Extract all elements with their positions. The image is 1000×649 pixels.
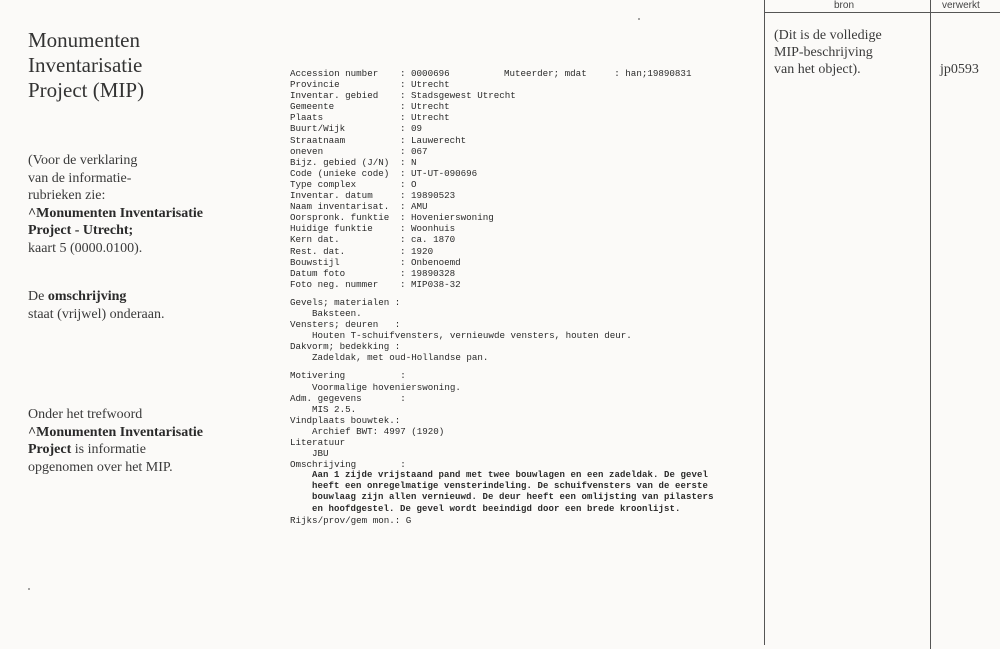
record-body <box>290 68 750 526</box>
field-value: : UT-UT-090696 <box>400 167 478 179</box>
header-rule <box>764 12 1000 13</box>
scan-speck <box>28 588 30 590</box>
record-field <box>290 68 750 79</box>
field-label: Naam inventarisat. <box>290 201 390 213</box>
section-value: Houten T-schuifvensters, vernieuwde vensters, houten deur. <box>312 330 632 342</box>
field-value: : Hovenierswoning <box>400 212 494 224</box>
keyword-link[interactable]: ^Monumenten Inventarisatie <box>28 424 203 440</box>
field-value: : Lauwerecht <box>400 134 467 146</box>
record-field <box>290 268 750 279</box>
field-label: Rest. dat. <box>290 245 346 257</box>
field-label: Straatnaam <box>290 134 346 146</box>
field-value: : 067 <box>400 145 428 157</box>
record-field <box>290 279 750 290</box>
info-note: (Voor de verklaring van de informatie- rubrieken zie: ^Monumenten Inventarisatie Project - Utrecht; kaart 5 (0000.0100). <box>28 153 203 256</box>
scan-speck <box>638 18 640 20</box>
record-field <box>290 90 750 101</box>
field-label: Oorspronk. funktie <box>290 212 390 224</box>
omschrijving-label: Omschrijving : <box>290 459 406 471</box>
field-value: : 09 <box>400 123 423 135</box>
field-label: Kern dat. <box>290 234 340 246</box>
section-label: Gevels; materialen : <box>290 296 401 308</box>
record-sections <box>290 297 750 364</box>
record-field <box>290 179 750 190</box>
keyword-note: Onder het trefwoord ^Monumenten Inventarisatie Project is informatie opgenomen over het MIP. <box>28 407 203 475</box>
field-value: : Stadsgewest Utrecht <box>400 90 516 102</box>
page-title <box>28 28 144 103</box>
record-field <box>290 112 750 123</box>
record-field <box>290 123 750 134</box>
verwerkt-code: jp0593 <box>940 62 979 77</box>
field-label: Bouwstijl <box>290 256 340 268</box>
field-label: Inventar. datum <box>290 190 373 202</box>
record-sections <box>290 370 750 459</box>
keyword-link[interactable]: Project <box>28 442 72 457</box>
field-value: : 0000696 <box>400 68 450 79</box>
section-value: Baksteen. <box>312 307 362 319</box>
field-label: Foto neg. nummer <box>290 278 379 290</box>
field-label: Huidige funktie <box>290 223 373 235</box>
field-value: : ca. 1870 <box>400 234 456 246</box>
field-value: : 19890523 <box>400 190 456 202</box>
record-fields <box>290 68 750 290</box>
description-note: De omschrijving staat (vrijwel) onderaan. <box>28 289 165 322</box>
field-value: : Onbenoemd <box>400 256 461 268</box>
field-label: oneven <box>290 145 324 157</box>
section-value: Zadeldak, met oud-Hollandse pan. <box>312 352 489 364</box>
field-label: Gemeente <box>290 101 335 113</box>
reference-link[interactable]: ^Monumenten Inventarisatie <box>28 205 203 221</box>
field-value: : MIP038-32 <box>400 278 461 290</box>
record-field <box>290 135 750 146</box>
description-line: heeft een onregelmatige vensterindeling. De schuifvensters van de eerste <box>312 481 709 492</box>
field-label: Datum foto <box>290 267 346 279</box>
column-divider <box>764 0 765 645</box>
record-field <box>290 168 750 179</box>
record-field <box>290 234 750 245</box>
field-label: Buurt/Wijk <box>290 123 346 135</box>
title-line: Monumenten <box>28 28 140 52</box>
field-value: : Woonhuis <box>400 223 456 235</box>
section-label: Vensters; deuren : <box>290 319 401 331</box>
field-label: Type complex <box>290 178 357 190</box>
field-label: Code (unieke code) <box>290 167 390 179</box>
record-field <box>290 190 750 201</box>
field-value: : Utrecht <box>400 101 450 113</box>
section-value: Voormalige hovenierswoning. <box>312 381 461 393</box>
field-label: Provincie <box>290 79 340 91</box>
reference-link[interactable]: Project - Utrecht; <box>28 223 134 238</box>
field-value: : N <box>400 156 417 168</box>
column-header-verwerkt: verwerkt <box>942 0 980 11</box>
record-field <box>290 246 750 257</box>
bron-text: (Dit is de volledige MIP-beschrijving van het object). <box>774 28 882 77</box>
record-field <box>290 146 750 157</box>
field-label: Plaats <box>290 112 324 124</box>
section-label: Dakvorm; bedekking : <box>290 341 401 353</box>
section-label: Vindplaats bouwtek.: <box>290 414 401 426</box>
column-divider <box>930 0 931 649</box>
record-field <box>290 101 750 112</box>
record-field <box>290 212 750 223</box>
section-label: Literatuur <box>290 437 346 448</box>
record-field <box>290 223 750 234</box>
section-value: JBU <box>312 448 329 460</box>
omschrijving-text <box>290 470 750 514</box>
section-value: MIS 2.5. <box>312 403 357 415</box>
description-line: Aan 1 zijde vrijstaand pand met twee bouwlagen en een zadeldak. De gevel <box>312 470 709 481</box>
record-field <box>290 201 750 212</box>
field-value: : Utrecht <box>400 112 450 124</box>
field-value: : 19890328 <box>400 267 456 279</box>
column-header-bron: bron <box>834 0 855 11</box>
field-label: Bijz. gebied (J/N) <box>290 156 390 168</box>
section-label: Adm. gegevens : <box>290 392 406 404</box>
record-field <box>290 257 750 268</box>
section-value: Archief BWT: 4997 (1920) <box>312 425 445 437</box>
section-label: Motivering : <box>290 370 406 382</box>
description-line: en hoofdgestel. De gevel wordt beeindigd door een brede kroonlijst. <box>312 503 681 514</box>
title-line: Inventarisatie <box>28 53 143 77</box>
record-field <box>290 157 750 168</box>
field-label: Inventar. gebied <box>290 90 379 102</box>
field-value: : 1920 <box>400 245 434 257</box>
field-label: Accession number <box>290 68 379 79</box>
record-field <box>290 79 750 90</box>
field-value: : Utrecht <box>400 79 450 91</box>
title-line: Project (MIP) <box>28 78 145 102</box>
field-value: Muteerder; mdat : han;19890831 <box>504 68 692 79</box>
rijks-field: Rijks/prov/gem mon.: G <box>290 514 412 526</box>
description-line: bouwlaag zijn allen vernieuwd. De deur heeft een omlijsting van pilasters <box>312 492 714 503</box>
field-value: : O <box>400 178 417 190</box>
field-value: : AMU <box>400 201 428 213</box>
